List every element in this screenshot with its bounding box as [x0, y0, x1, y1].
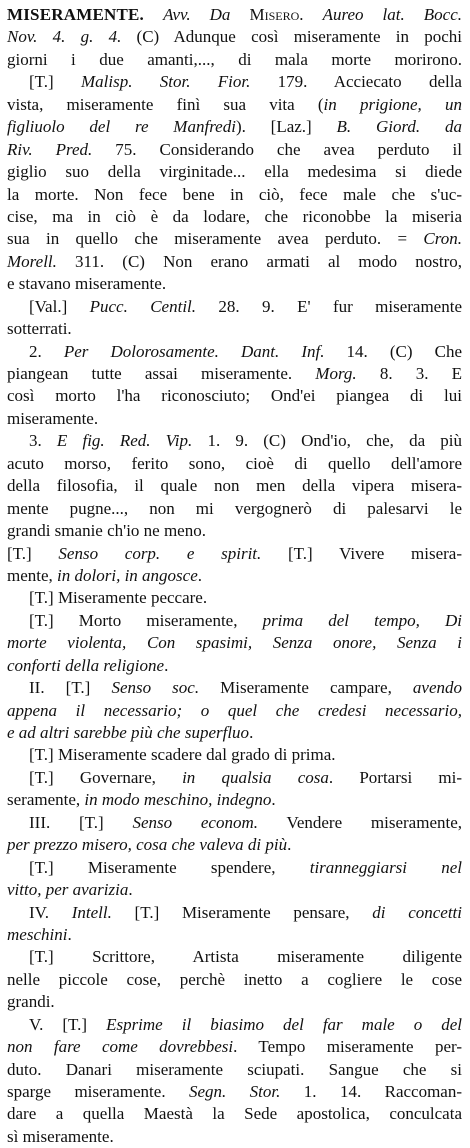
italic-text: Morell.: [7, 251, 57, 271]
text-run: e stavano miseramente.: [7, 274, 167, 294]
text-run: [144, 5, 163, 24]
text-line: [7, 722, 462, 744]
text-line: [7, 49, 462, 71]
italic-text: Senso corp. e spirit.: [58, 543, 262, 563]
text-run: .: [249, 723, 254, 742]
italic-text: in qualsia cosa: [182, 767, 329, 787]
text-line: [7, 520, 462, 542]
text-run: [T.] Vivere misera-: [261, 543, 462, 563]
text-run: piangean tutte assai miseramente.: [7, 364, 316, 383]
text-line: [7, 139, 462, 161]
text-line: [7, 924, 462, 946]
text-line: [7, 161, 462, 183]
text-run: dare a quella Maestà la Sede apostolica, conculcata: [7, 1104, 462, 1124]
italic-text: Cron.: [423, 229, 462, 249]
text-run: vista, miseramente finì sua vita (: [7, 94, 324, 114]
text-run: [T.] Miseramente spendere,: [29, 857, 310, 877]
italic-text: conforti della religione: [7, 655, 165, 675]
text-line: [7, 700, 462, 722]
italic-text: Segn. Stor.: [188, 1082, 281, 1101]
text-run: [T.] Governare,: [29, 767, 183, 787]
text-line: [7, 587, 462, 609]
text-run: duto. Danari miseramente sciupati. Sangue che si: [7, 1059, 462, 1079]
text-line: [7, 744, 462, 766]
text-line: [7, 1103, 462, 1125]
text-line: [7, 946, 462, 968]
text-line: [7, 565, 462, 587]
italic-text: di concetti: [372, 902, 462, 922]
italic-text: Nov. 4. g. 4.: [7, 27, 122, 47]
text-run: giglio suo della virginitade... ella medesima si diede: [7, 162, 462, 182]
text-line: [7, 206, 462, 228]
text-run: Vendere miseramente,: [258, 812, 463, 832]
text-run: [T.] Morto miseramente,: [29, 610, 263, 630]
text-line: [7, 296, 462, 318]
text-line: [7, 543, 462, 565]
italic-text: Senso soc.: [111, 678, 200, 698]
text-run: [T.] Miseramente peccare.: [29, 588, 208, 608]
text-line: [7, 1059, 462, 1081]
italic-text: in prigione, un: [323, 94, 462, 114]
text-run: 2.: [29, 341, 64, 361]
text-line: [7, 251, 462, 273]
italic-text: Pucc. Centil.: [89, 296, 197, 316]
italic-text: Aureo lat. Bocc.: [322, 5, 463, 24]
text-run: 311. (C) Non erano armati al modo nostro,: [56, 251, 462, 271]
text-line: [7, 498, 462, 520]
text-line: [7, 677, 462, 699]
text-run: cise, ma in ciò è da lodare, che riconobbe la miseria: [7, 206, 462, 226]
text-run: V. [T.]: [29, 1014, 107, 1034]
italic-text: e ad altri sarebbe più che superfluo: [7, 723, 250, 742]
text-run: sparge miseramente.: [7, 1082, 189, 1101]
italic-text: vitto, per avarizia: [7, 880, 129, 900]
text-line: [7, 610, 462, 632]
text-line: [7, 834, 462, 856]
italic-text: meschini: [7, 924, 68, 944]
text-run: .: [299, 5, 323, 24]
italic-text: figliuolo del re Manfredi: [7, 117, 236, 137]
text-line: [7, 94, 462, 116]
text-line: [7, 116, 462, 138]
text-run: nelle piccole cose, perchè inetto a cogliere le cose: [7, 969, 462, 989]
text-line: [7, 969, 462, 991]
text-line: [7, 879, 462, 901]
text-line: [7, 273, 462, 295]
headword: MISERAMENTE.: [7, 5, 144, 24]
text-line: [7, 430, 462, 452]
text-run: IV.: [29, 902, 72, 922]
italic-text: Malisp. Stor. Fior.: [80, 72, 251, 92]
italic-text: in modo meschino, indegno: [84, 790, 272, 810]
text-run: grandi.: [7, 992, 55, 1012]
text-run: seramente,: [7, 790, 85, 810]
text-run: . Portarsi mi-: [328, 767, 463, 787]
text-run: .: [287, 835, 292, 855]
text-line: [7, 789, 462, 811]
text-run: [T.] Miseramente scadere dal grado di prima.: [29, 745, 336, 765]
italic-text: non fare come dovrebbesi: [7, 1037, 234, 1057]
text-run: II. [T.]: [29, 678, 112, 698]
text-line: [7, 1126, 462, 1148]
text-run: 3.: [29, 431, 57, 451]
text-line: [7, 341, 462, 363]
text-line: [7, 991, 462, 1013]
text-line: [7, 767, 462, 789]
text-run: [T.]: [7, 543, 59, 563]
text-run: grandi smanie ch'io ne meno.: [7, 521, 206, 541]
text-run: 8. 3. E: [356, 364, 462, 383]
cross-reference: Misero: [249, 5, 300, 24]
text-run: della filosofia, il quale non men della vipera misera-: [7, 476, 462, 496]
text-line: [7, 655, 462, 677]
text-run: [T.]: [29, 72, 81, 92]
text-run: .: [197, 565, 203, 585]
text-line: [7, 318, 462, 340]
italic-text: per prezzo misero, cosa che valeva di più: [7, 835, 288, 855]
text-line: [7, 632, 462, 654]
text-line: [7, 385, 462, 407]
italic-text: tiranneggiarsi nel: [309, 857, 462, 877]
text-run: [T.] Scrittore, Artista miseramente diligente: [29, 947, 462, 967]
text-run: sì miseramente.: [7, 1126, 114, 1146]
italic-text: in dolori, in angosce: [57, 565, 198, 585]
italic-text: Esprime il biasimo del far male o del: [106, 1014, 463, 1034]
text-run: sua in quello che miseramente avea perduto. =: [7, 229, 424, 249]
text-run: 28. 9. E' fur miseramente: [196, 296, 463, 316]
italic-text: Avv. Da: [163, 5, 250, 24]
italic-text: Riv. Pred.: [7, 139, 93, 159]
text-run: miseramente.: [7, 408, 99, 428]
text-run: mente pugne..., non mi vergognerò di palesarvi le: [7, 498, 462, 518]
italic-text: Per Dolorosamente. Dant. Inf.: [63, 341, 325, 361]
text-run: mente,: [7, 565, 58, 585]
text-run: sotterrati.: [7, 319, 72, 339]
text-run: Miseramente campare,: [199, 678, 413, 698]
text-run: . Tempo miseramente per-: [233, 1037, 462, 1057]
text-line: [7, 26, 462, 48]
text-run: 1. 9. (C) Ond'io, che, da più: [192, 431, 463, 451]
text-line: [7, 902, 462, 924]
text-run: ). [Laz.]: [235, 117, 337, 137]
text-run: .: [164, 655, 169, 675]
italic-text: avendo: [412, 678, 462, 698]
text-run: 1. 14. Raccoman-: [280, 1082, 463, 1101]
text-line: [7, 408, 462, 430]
text-line: [7, 71, 462, 93]
text-line: [7, 4, 462, 26]
text-line: [7, 453, 462, 475]
text-line: [7, 1036, 462, 1058]
italic-text: Morg.: [315, 364, 357, 383]
italic-text: B. Giord. da: [336, 117, 462, 137]
text-run: [Val.]: [29, 296, 90, 316]
text-run: .: [271, 790, 276, 810]
text-line: [7, 812, 462, 834]
italic-text: morte violenta, Con spasimi, Senza onore, Senza i: [7, 633, 462, 653]
italic-text: Senso econom.: [132, 812, 258, 832]
italic-text: appena il necessario; o quel che credesi necessario,: [7, 700, 462, 720]
text-run: (C) Adunque così miseramente in pochi: [121, 27, 462, 47]
text-run: .: [67, 924, 72, 944]
text-run: 179. Acciecato della: [250, 72, 462, 92]
text-line: [7, 857, 462, 879]
text-run: giorni i due amanti,..., di mala morte morirono.: [7, 49, 462, 69]
text-line: [7, 1081, 462, 1103]
italic-text: prima del tempo, Di: [262, 610, 462, 630]
text-run: 75. Considerando che avea perduto il: [92, 139, 462, 159]
text-line: [7, 228, 462, 250]
text-line: [7, 363, 462, 385]
text-run: III. [T.]: [29, 812, 133, 832]
text-run: [T.] Miseramente pensare,: [111, 902, 373, 922]
text-run: 14. (C) Che: [324, 341, 463, 361]
italic-text: Intell.: [71, 902, 112, 922]
text-line: [7, 475, 462, 497]
italic-text: E fig. Red. Vip.: [56, 431, 193, 451]
text-run: così morto l'ha riconosciuto; Ond'ei piangea di lui: [7, 386, 462, 406]
text-run: la morte. Non fece bene in ciò, fece male che s'uc-: [7, 184, 462, 204]
text-run: .: [128, 880, 133, 900]
text-line: [7, 1014, 462, 1036]
text-run: acuto morso, ferito sono, cioè di quello dell'amore: [7, 453, 462, 473]
text-line: [7, 184, 462, 206]
